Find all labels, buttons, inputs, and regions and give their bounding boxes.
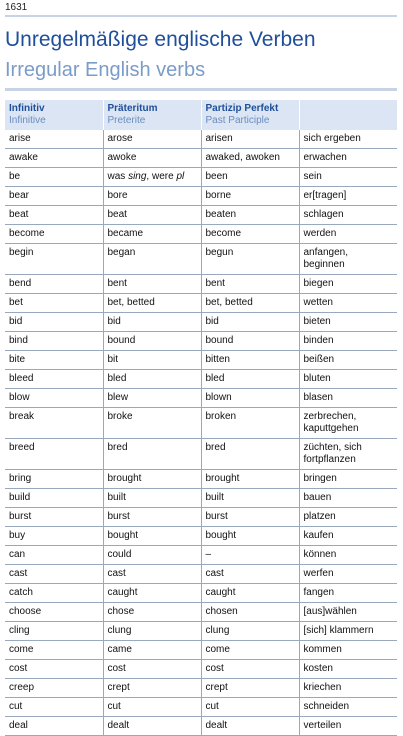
past-participle-cell: bet, betted — [201, 294, 299, 313]
preterite-cell: became — [103, 225, 201, 244]
translation-cell: schneiden — [299, 698, 397, 717]
translation-cell: kriechen — [299, 679, 397, 698]
past-participle-cell: clung — [201, 622, 299, 641]
translation-cell: werden — [299, 225, 397, 244]
translation-cell: verteilen — [299, 717, 397, 736]
infinitive-cell: bet — [5, 294, 103, 313]
translation-cell: schlagen — [299, 206, 397, 225]
translation-cell: kaufen — [299, 527, 397, 546]
preterite-cell: chose — [103, 603, 201, 622]
translation-cell: kosten — [299, 660, 397, 679]
past-participle-cell: bred — [201, 439, 299, 470]
infinitive-cell: come — [5, 641, 103, 660]
past-participle-cell: bent — [201, 275, 299, 294]
translation-cell: er[tragen] — [299, 187, 397, 206]
infinitive-cell: bear — [5, 187, 103, 206]
past-participle-cell: come — [201, 641, 299, 660]
column-header-preterite — [103, 100, 201, 130]
past-participle-cell: bound — [201, 332, 299, 351]
past-participle-cell: caught — [201, 584, 299, 603]
past-participle-cell: been — [201, 168, 299, 187]
past-participle-cell: bled — [201, 370, 299, 389]
table-row — [5, 641, 397, 660]
past-participle-cell: – — [201, 546, 299, 565]
infinitive-cell: bid — [5, 313, 103, 332]
past-participle-cell: crept — [201, 679, 299, 698]
column-header-english: Infinitive — [9, 115, 46, 126]
infinitive-cell: become — [5, 225, 103, 244]
past-participle-cell: dealt — [201, 717, 299, 736]
table-header — [5, 100, 397, 130]
table-row — [5, 546, 397, 565]
preterite-text: was — [107, 171, 129, 182]
table-row — [5, 187, 397, 206]
column-header-german: Partizip Perfekt — [205, 103, 279, 114]
translation-cell: anfangen, beginnen — [299, 244, 397, 275]
table-row — [5, 408, 397, 439]
infinitive-cell: arise — [5, 130, 103, 149]
infinitive-cell: deal — [5, 717, 103, 736]
preterite-cell: brought — [103, 470, 201, 489]
infinitive-cell: cut — [5, 698, 103, 717]
column-header-german: Infinitiv — [9, 103, 45, 114]
table-row — [5, 603, 397, 622]
infinitive-cell: bend — [5, 275, 103, 294]
preterite-cell — [103, 168, 201, 187]
grammar-abbreviation: pl — [176, 171, 185, 182]
table-row — [5, 244, 397, 275]
past-participle-cell: cast — [201, 565, 299, 584]
infinitive-cell: cast — [5, 565, 103, 584]
infinitive-cell: bind — [5, 332, 103, 351]
infinitive-cell: creep — [5, 679, 103, 698]
preterite-cell: began — [103, 244, 201, 275]
table-row — [5, 130, 397, 149]
past-participle-cell: awaked, awoken — [201, 149, 299, 168]
translation-cell: biegen — [299, 275, 397, 294]
preterite-cell: bled — [103, 370, 201, 389]
translation-cell: bringen — [299, 470, 397, 489]
infinitive-cell: beat — [5, 206, 103, 225]
table-row — [5, 332, 397, 351]
preterite-cell: cost — [103, 660, 201, 679]
column-header-english: Past Participle — [205, 115, 270, 126]
preterite-cell: cast — [103, 565, 201, 584]
translation-cell: binden — [299, 332, 397, 351]
translation-cell: fangen — [299, 584, 397, 603]
infinitive-cell: catch — [5, 584, 103, 603]
column-header-past-participle — [201, 100, 299, 130]
past-participle-cell: bid — [201, 313, 299, 332]
past-participle-cell: chosen — [201, 603, 299, 622]
infinitive-cell: can — [5, 546, 103, 565]
translation-cell: kommen — [299, 641, 397, 660]
translation-cell: sich ergeben — [299, 130, 397, 149]
preterite-cell: clung — [103, 622, 201, 641]
translation-cell: [sich] klammern — [299, 622, 397, 641]
past-participle-cell: begun — [201, 244, 299, 275]
past-participle-cell: built — [201, 489, 299, 508]
infinitive-cell: cling — [5, 622, 103, 641]
table-row — [5, 489, 397, 508]
column-header-german: Präteritum — [107, 103, 158, 114]
preterite-text: , were — [146, 171, 177, 182]
past-participle-cell: beaten — [201, 206, 299, 225]
table-row — [5, 584, 397, 603]
translation-cell: wetten — [299, 294, 397, 313]
header-row — [5, 100, 397, 130]
infinitive-cell: awake — [5, 149, 103, 168]
translation-cell: [aus]wählen — [299, 603, 397, 622]
past-participle-cell: become — [201, 225, 299, 244]
infinitive-cell: build — [5, 489, 103, 508]
preterite-cell: crept — [103, 679, 201, 698]
page-title-english: Irregular English verbs — [5, 59, 206, 81]
table-row — [5, 275, 397, 294]
irregular-verbs-table — [5, 100, 397, 736]
past-participle-cell: cut — [201, 698, 299, 717]
preterite-cell: dealt — [103, 717, 201, 736]
preterite-cell: bound — [103, 332, 201, 351]
preterite-cell: blew — [103, 389, 201, 408]
infinitive-cell: breed — [5, 439, 103, 470]
column-header-english: Preterite — [107, 115, 146, 126]
page-number: 1631 — [5, 2, 28, 13]
past-participle-cell: blown — [201, 389, 299, 408]
infinitive-cell: burst — [5, 508, 103, 527]
table-row — [5, 351, 397, 370]
infinitive-cell: be — [5, 168, 103, 187]
past-participle-cell: bitten — [201, 351, 299, 370]
preterite-cell: bred — [103, 439, 201, 470]
table-row — [5, 370, 397, 389]
infinitive-cell: cost — [5, 660, 103, 679]
past-participle-cell: brought — [201, 470, 299, 489]
translation-cell: bieten — [299, 313, 397, 332]
preterite-cell: built — [103, 489, 201, 508]
translation-cell: werfen — [299, 565, 397, 584]
grammar-abbreviation: sing — [128, 171, 147, 182]
preterite-cell: bid — [103, 313, 201, 332]
table-row — [5, 679, 397, 698]
table-row — [5, 168, 397, 187]
table-row — [5, 527, 397, 546]
table-row — [5, 660, 397, 679]
translation-cell: zerbrechen, kaputtgehen — [299, 408, 397, 439]
table-row — [5, 313, 397, 332]
table-row — [5, 294, 397, 313]
table-row — [5, 149, 397, 168]
translation-cell: erwachen — [299, 149, 397, 168]
translation-cell: beißen — [299, 351, 397, 370]
infinitive-cell: choose — [5, 603, 103, 622]
preterite-cell: bought — [103, 527, 201, 546]
infinitive-cell: buy — [5, 527, 103, 546]
translation-cell: züchten, sich fortpflanzen — [299, 439, 397, 470]
preterite-cell: awoke — [103, 149, 201, 168]
translation-cell: bauen — [299, 489, 397, 508]
table-row — [5, 225, 397, 244]
preterite-cell: bit — [103, 351, 201, 370]
infinitive-cell: bite — [5, 351, 103, 370]
table-row — [5, 698, 397, 717]
translation-cell: blasen — [299, 389, 397, 408]
preterite-cell: bore — [103, 187, 201, 206]
past-participle-cell: burst — [201, 508, 299, 527]
infinitive-cell: blow — [5, 389, 103, 408]
preterite-cell: cut — [103, 698, 201, 717]
past-participle-cell: bought — [201, 527, 299, 546]
title-rule — [5, 88, 397, 91]
past-participle-cell: cost — [201, 660, 299, 679]
preterite-cell: beat — [103, 206, 201, 225]
infinitive-cell: begin — [5, 244, 103, 275]
infinitive-cell: break — [5, 408, 103, 439]
top-rule — [5, 15, 397, 17]
table-row — [5, 717, 397, 736]
infinitive-cell: bleed — [5, 370, 103, 389]
past-participle-cell: arisen — [201, 130, 299, 149]
preterite-cell: broke — [103, 408, 201, 439]
column-header-infinitive — [5, 100, 103, 130]
table-row — [5, 622, 397, 641]
table-row — [5, 206, 397, 225]
table-row — [5, 565, 397, 584]
translation-cell: platzen — [299, 508, 397, 527]
table-body — [5, 130, 397, 736]
table-row — [5, 389, 397, 408]
past-participle-cell: broken — [201, 408, 299, 439]
translation-cell: bluten — [299, 370, 397, 389]
table-row — [5, 439, 397, 470]
preterite-cell: came — [103, 641, 201, 660]
preterite-cell: could — [103, 546, 201, 565]
translation-cell: können — [299, 546, 397, 565]
preterite-cell: arose — [103, 130, 201, 149]
preterite-cell: bet, betted — [103, 294, 201, 313]
translation-cell: sein — [299, 168, 397, 187]
table-row — [5, 508, 397, 527]
preterite-cell: caught — [103, 584, 201, 603]
table-row — [5, 470, 397, 489]
past-participle-cell: borne — [201, 187, 299, 206]
page-title-german: Unregelmäßige englische Verben — [5, 28, 316, 51]
preterite-cell: bent — [103, 275, 201, 294]
preterite-cell: burst — [103, 508, 201, 527]
infinitive-cell: bring — [5, 470, 103, 489]
column-header-translation — [299, 100, 397, 130]
